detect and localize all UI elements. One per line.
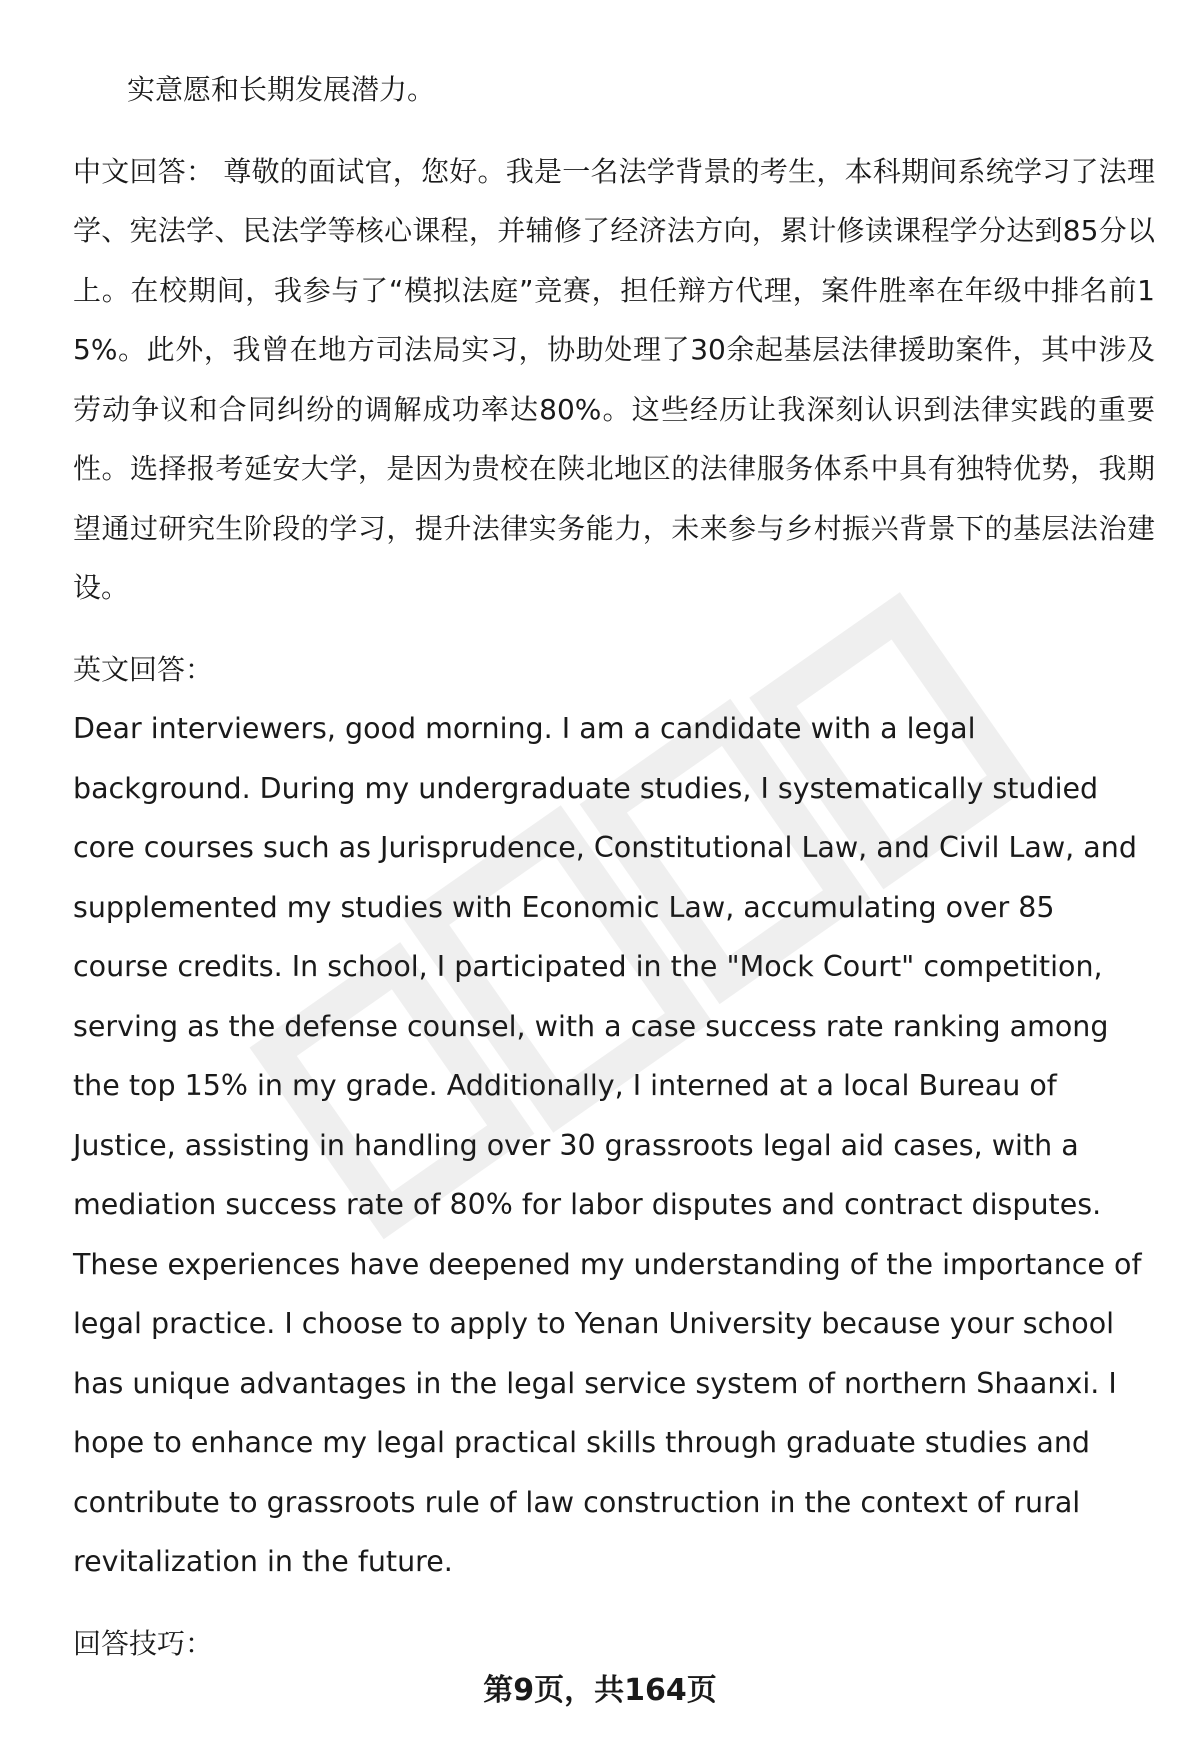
main-content (73, 60, 1155, 1673)
english-answer-text: Dear interviewers, good morning. I am a candidate with a legal background. During my undergraduate studies, I systematically studied core courses such as Jurisprudence, Constitutional Law, and Civil Law, and supplemented my studies with Economic Law, accumulating over 85 course credits. In school, I participated in the "Mock Court" competition, serving as the defense counsel, with a case success rate ranking among the top 15% in my grade. Additionally, I interned at a local Bureau of Justice, assisting in handling over 30 grassroots legal aid cases, with a mediation success rate of 80% for labor disputes and contract disputes. These experiences have deepened my understanding of the importance of legal practice. I choose to apply to Yenan University because your school has unique advantages in the legal service system of northern Shaanxi. I hope to enhance my legal practical skills through graduate studies and contribute to grassroots rule of law construction in the context of rural revitalization in the future. (73, 712, 1142, 1578)
chinese-answer-paragraph (73, 142, 1155, 618)
english-answer-label: 英文回答： (73, 652, 214, 686)
chinese-answer-text: 尊敬的面试官，您好。我是一名法学背景的考生，本科期间系统学习了法理学、宪法学、民法学等核心课程，并辅修了经济法方向，累计修读课程学分达到85分以上。在校期间，我参与了“模拟法庭”竞赛，担任辩方代理，案件胜率在年级中排名前15%。此外，我曾在地方司法局实习，协助处理了30余起基层法律援助案件，其中涉及劳动争议和合同纠纷的调解成功率达80%。这些经历让我深刻认识到法律实践的重要性。选择报考延安大学，是因为贵校在陕北地区的法律服务体系中具有独特优势，我期望通过研究生阶段的学习，提升法律实务能力，未来参与乡村振兴背景下的基层法治建设。 (73, 154, 1155, 604)
chinese-answer-label: 中文回答： (73, 154, 215, 188)
answer-tips-label: 回答技巧： (73, 1626, 214, 1660)
continuation-paragraph: 实意愿和长期发展潜力。 (127, 73, 436, 106)
page-number-footer: 第9页，共164页 (483, 1673, 717, 1708)
